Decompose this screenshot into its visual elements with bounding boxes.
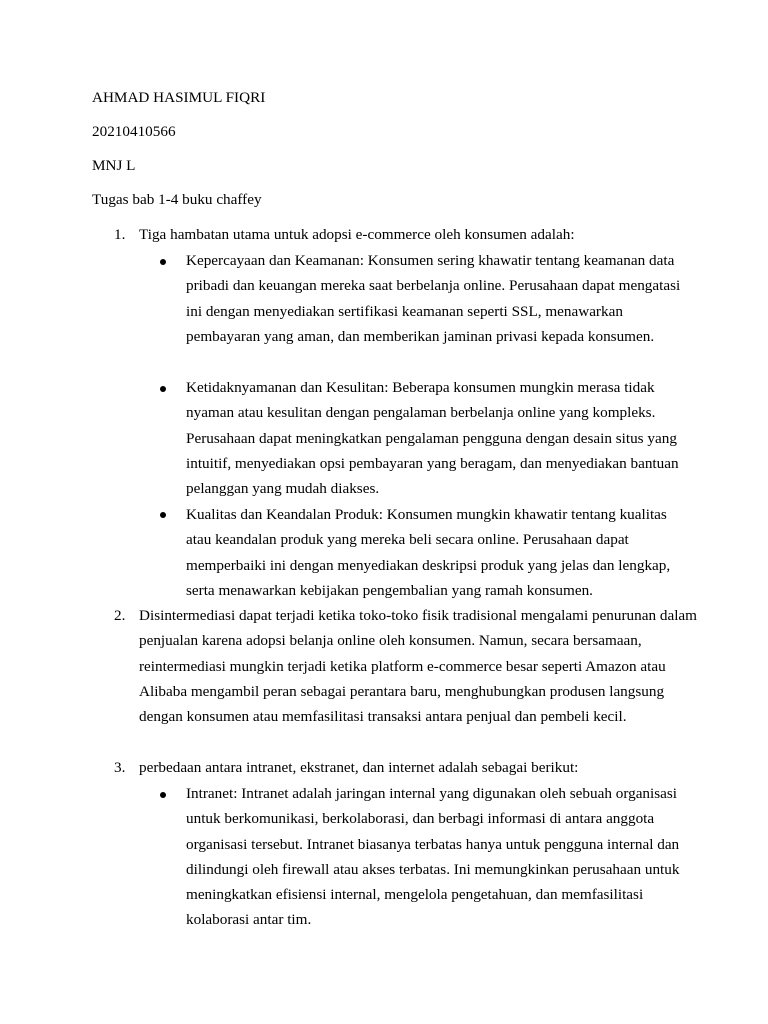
list-number-3: 3. (114, 759, 126, 776)
list-item-2-text: Disintermediasi dapat terjadi ketika toko-toko fisik tradisional mengalami penurunan dalam penjualan karena adopsi belanja online oleh konsumen. Namun, secara bersamaan, reintermediasi mungkin terjadi ketika platform e-commerce besar seperti Amazon atau Alibaba mengambil peran sebagai perantara baru, menghubungkan produsen langsung dengan konsumen atau memfasilitasi transaksi antara penjual dan pembeli kecil. (139, 607, 697, 726)
student-id: 20210410566 (92, 123, 176, 140)
bullet-dot-icon (160, 259, 166, 265)
list-item-1-bullet-1: Kepercayaan dan Keamanan: Konsumen sering khawatir tentang keamanan data pribadi dan keuangan mereka saat berbelanja online. Perusahaan dapat mengatasi ini dengan menyediakan sertifikasi keamanan seperti SSL, menawarkan pembayaran yang aman, dan memberikan jaminan privasi kepada konsumen. (186, 252, 681, 345)
list-item-3-bullet-1: Intranet: Intranet adalah jaringan internal yang digunakan oleh sebuah organisasi untuk berkomunikasi, berkolaborasi, dan berbagi informasi di antara anggota organisasi tersebut. Intranet biasanya terbatas hanya untuk pengguna internal dan dilindungi oleh firewall atau akses terbatas. Ini memungkinkan perusahaan untuk meningkatkan efisiensi internal, mengelola pengetahuan, dan memfasilitasi kolaborasi antar tim. (186, 785, 680, 929)
class-name: MNJ L (92, 157, 136, 174)
list-number-2: 2. (114, 607, 126, 624)
task-title: Tugas bab 1-4 buku chaffey (92, 191, 262, 208)
list-item-1-bullet-2: Ketidaknyamanan dan Kesulitan: Beberapa konsumen mungkin merasa tidak nyaman atau kesulitan dengan pengalaman berbelanja online yang kompleks. Perusahaan dapat meningkatkan pengalaman pengguna dengan desain situs yang intuitif, menyediakan opsi pembayaran yang beragam, dan menyediakan bantuan pelanggan yang mudah diakses. (186, 379, 679, 498)
author-name: AHMAD HASIMUL FIQRI (92, 89, 266, 106)
list-item-3-text: perbedaan antara intranet, ekstranet, dan internet adalah sebagai berikut: (139, 759, 579, 776)
list-item-1-bullet-3: Kualitas dan Keandalan Produk: Konsumen mungkin khawatir tentang kualitas atau keandalan produk yang mereka beli secara online. Perusahaan dapat memperbaiki ini dengan menyediakan deskripsi produk yang jelas dan lengkap, serta menawarkan kebijakan pengembalian yang ramah konsumen. (186, 506, 671, 599)
list-number-1: 1. (114, 226, 126, 243)
bullet-dot-icon (160, 386, 166, 392)
bullet-dot-icon (160, 792, 166, 798)
bullet-dot-icon (160, 512, 166, 518)
list-item-1-text: Tiga hambatan utama untuk adopsi e-commerce oleh konsumen adalah: (139, 226, 575, 243)
